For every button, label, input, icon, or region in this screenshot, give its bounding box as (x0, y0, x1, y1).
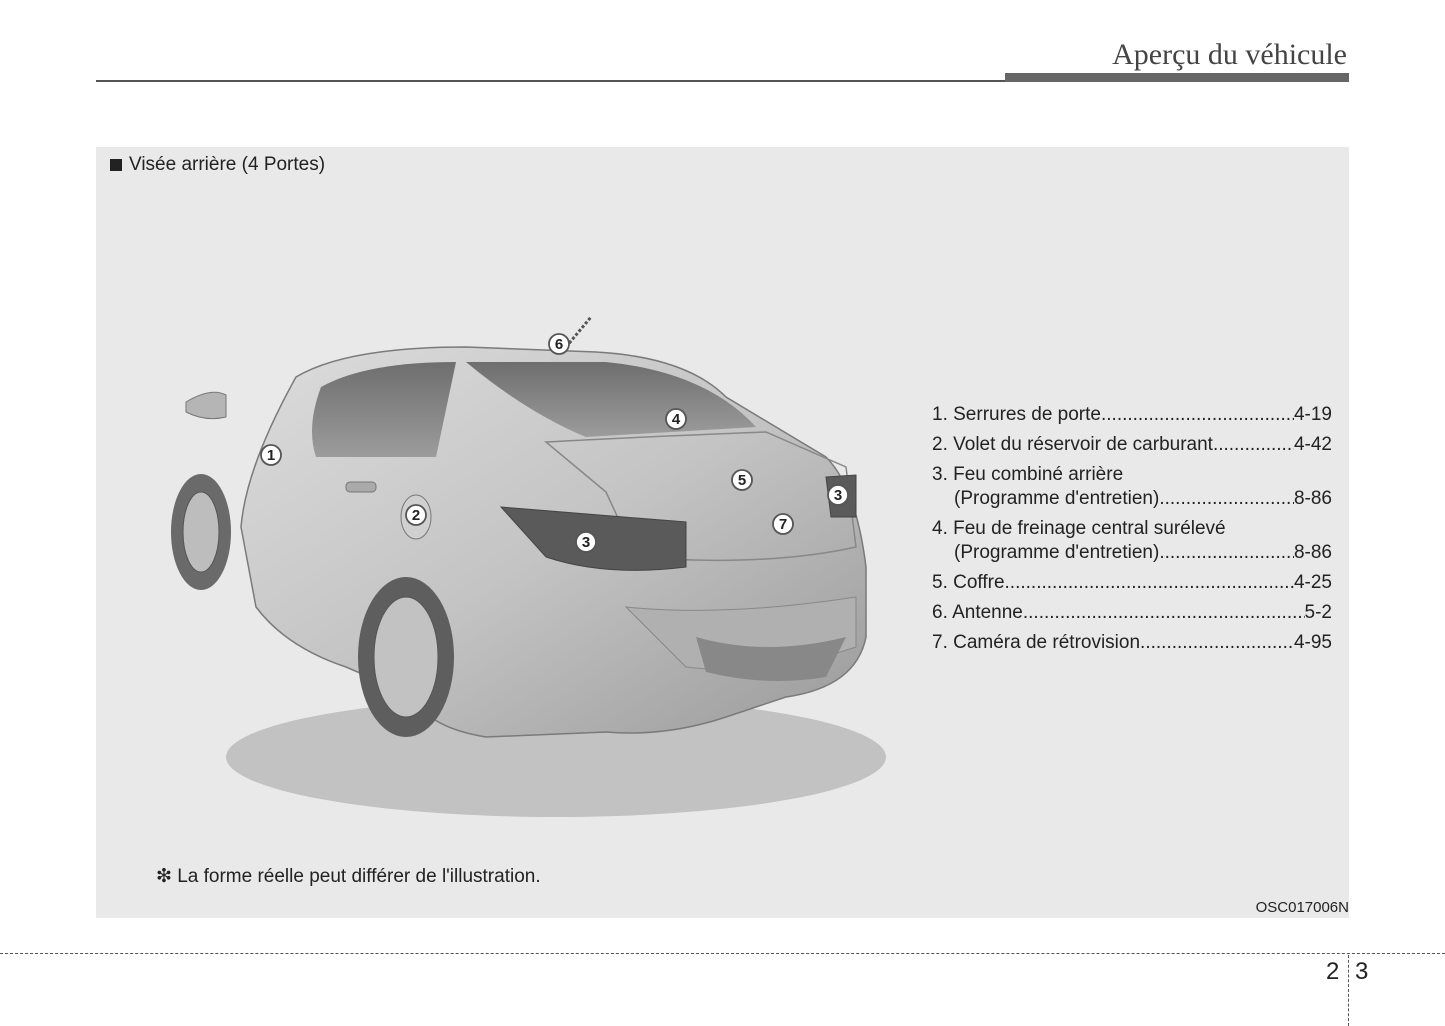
parts-legend (932, 403, 1332, 661)
legend-item-fuel-door (932, 433, 1332, 457)
callout-label: 3 (581, 534, 591, 551)
chapter-number: 2 (1326, 958, 1340, 985)
callout-label: 6 (554, 336, 564, 353)
legend-label: 3. Feu combiné arrière (932, 464, 1124, 485)
legend-item-rear-camera (932, 631, 1332, 655)
section-heading-text: Visée arrière (4 Portes) (129, 154, 326, 175)
legend-label: 5. Coffre (932, 572, 1005, 593)
callout-2-fuel-door[interactable] (406, 505, 426, 525)
legend-item-high-mount-stop-light (932, 517, 1332, 565)
illustration-footnote: ❇ La forme réelle peut différer de l'illustration. (156, 866, 541, 887)
header-accent-bar (1005, 73, 1349, 82)
image-code: OSC017006N (1255, 899, 1349, 916)
callout-6-antenna[interactable] (549, 334, 569, 354)
page-number: 3 (1355, 958, 1369, 985)
legend-label: 4. Feu de freinage central surélevé (932, 518, 1226, 539)
legend-item-antenna (932, 601, 1332, 625)
callout-1-door-lock[interactable] (261, 445, 281, 465)
legend-page-ref[interactable]: 4-42 (1293, 434, 1332, 455)
legend-label: 1. Serrures de porte (932, 404, 1101, 425)
car-rear-illustration (166, 317, 886, 837)
legend-page-ref[interactable]: 4-95 (1293, 632, 1332, 653)
callout-label: 5 (737, 472, 747, 489)
legend-sublabel: (Programme d'entretien) (954, 488, 1160, 509)
callout-label: 4 (671, 411, 681, 428)
legend-label: 6. Antenne (932, 602, 1023, 623)
illustration-panel (96, 147, 1349, 918)
callout-label: 2 (411, 507, 421, 524)
legend-page-ref[interactable]: 8-86 (1293, 488, 1332, 509)
legend-page-ref[interactable]: 4-19 (1293, 404, 1332, 425)
callout-4-high-mount-stop-light[interactable] (666, 409, 686, 429)
legend-page-ref[interactable]: 8-86 (1293, 542, 1332, 563)
section-heading (110, 154, 325, 176)
callout-3-left-tail-light[interactable] (576, 532, 596, 552)
square-bullet-icon (110, 159, 122, 171)
callout-7-rear-camera[interactable] (773, 514, 793, 534)
header-rule (96, 80, 1006, 82)
page-header-title: Aperçu du véhicule (1112, 38, 1347, 71)
page-footer-divider (0, 953, 1445, 954)
legend-page-ref[interactable]: 4-25 (1293, 572, 1332, 593)
legend-label: 2. Volet du réservoir de carburant (932, 434, 1213, 455)
callout-5-trunk[interactable] (732, 470, 752, 490)
callout-label: 7 (778, 516, 788, 533)
page-number-divider (1348, 955, 1349, 1026)
legend-page-ref[interactable]: 5-2 (1304, 602, 1332, 623)
legend-item-tail-light (932, 463, 1332, 511)
legend-item-trunk (932, 571, 1332, 595)
legend-sublabel: (Programme d'entretien) (954, 542, 1160, 563)
legend-item-door-locks (932, 403, 1332, 427)
callout-label: 1 (266, 447, 276, 464)
callout-3-right-tail-light[interactable] (828, 485, 848, 505)
legend-label: 7. Caméra de rétrovision (932, 632, 1141, 653)
callout-label: 3 (833, 487, 843, 504)
